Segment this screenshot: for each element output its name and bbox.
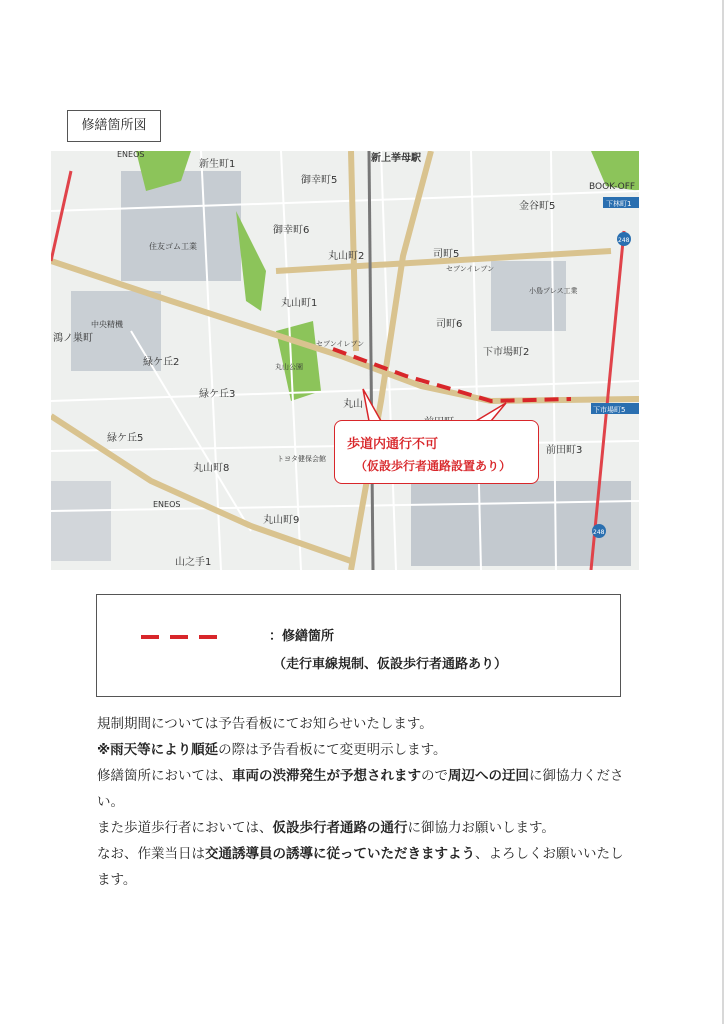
map-label: 丸山 xyxy=(343,399,363,410)
figure-title: 修繕箇所図 xyxy=(67,110,161,142)
factory-block xyxy=(121,171,241,281)
callout-line2: （仮設歩行者通路設置あり） xyxy=(355,459,512,473)
map-label: トヨタ健保会館 xyxy=(277,455,326,463)
factory-block xyxy=(491,261,566,331)
map-label: 丸山町1 xyxy=(281,298,318,309)
note-line: なお、作業当日は交通誘導員の誘導に従っていただきますよう、よろしくお願いいたし xyxy=(97,846,624,862)
map-label: 鴻ノ巣町 xyxy=(53,333,93,344)
map-label: 中央精機 xyxy=(91,320,123,329)
map-label: 前田町3 xyxy=(546,445,583,456)
railway xyxy=(369,151,373,570)
factory-block xyxy=(51,481,111,561)
map-label: 小島プレス工業 xyxy=(529,287,578,295)
map-label: 丸山町9 xyxy=(263,515,300,526)
map-label: 緑ケ丘5 xyxy=(107,433,144,444)
note-line: ※雨天等により順延の際は予告看板にて変更明示します。 xyxy=(97,742,447,758)
map-label: 司町6 xyxy=(436,319,463,330)
map-label: ENEOS xyxy=(117,151,145,159)
callout-pointer xyxy=(476,403,506,421)
map-label: 緑ケ丘3 xyxy=(199,389,236,400)
map-label: 丸山公園 xyxy=(275,363,303,371)
map-label: ENEOS xyxy=(153,500,181,509)
callout-line1: 歩道内通行不可 xyxy=(347,437,439,452)
map-label: 248 xyxy=(618,237,630,244)
map-image xyxy=(51,151,639,570)
map-label: 新上挙母駅 xyxy=(371,153,421,164)
map-label: 司町5 xyxy=(433,249,460,260)
map-label: BOOK-OFF xyxy=(589,182,636,192)
map-label: 緑ケ丘2 xyxy=(143,357,180,368)
park-area xyxy=(276,321,321,401)
map-label: 下市場町2 xyxy=(483,347,530,358)
map-label: 下林町1 xyxy=(606,200,632,208)
legend-dash-symbol xyxy=(141,635,217,639)
map-label: 丸山町8 xyxy=(193,463,230,474)
map-label: 金谷町5 xyxy=(519,201,556,212)
map-label: 丸山町2 xyxy=(328,251,365,262)
legend-note: （走行車線規制、仮設歩行者通路あり） xyxy=(273,657,508,672)
prefectural-road xyxy=(51,171,71,261)
map-drawing xyxy=(51,151,639,570)
note-line: 修繕箇所においては、車両の渋滞発生が予想されますので周辺への迂回に御協力くださ xyxy=(97,768,624,784)
legend-label: ：修繕箇所 xyxy=(269,629,335,644)
note-line: い。 xyxy=(97,794,124,810)
map-label: 新生町1 xyxy=(199,159,236,170)
map-label: 御幸町5 xyxy=(301,175,338,186)
notes xyxy=(97,711,677,893)
callout-box xyxy=(334,420,539,484)
map-label: セブンイレブン xyxy=(316,340,365,348)
note-line: また歩道歩行者においては、仮設歩行者通路の通行に御協力お願いします。 xyxy=(97,820,555,836)
map-label: 山之手1 xyxy=(175,557,212,568)
map-label: 御幸町6 xyxy=(273,225,310,236)
map-label: 住友ゴム工業 xyxy=(149,242,197,251)
map-label: 下市場町5 xyxy=(593,406,626,414)
note-line: 規制期間については予告看板にてお知らせいたします。 xyxy=(97,716,433,732)
note-line: ます。 xyxy=(97,872,137,888)
legend-box xyxy=(96,594,621,697)
map-label: 248 xyxy=(593,529,605,536)
map-label: セブンイレブン xyxy=(446,265,495,273)
